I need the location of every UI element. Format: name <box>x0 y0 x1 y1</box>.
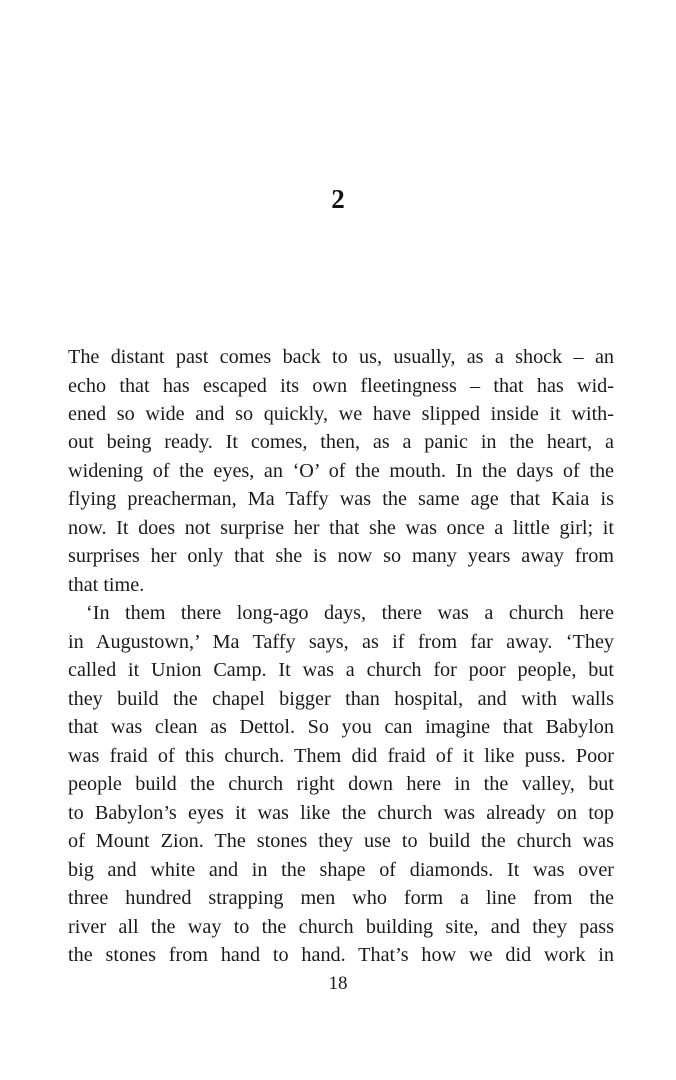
text-line: now. It does not surprise her that she was once a little girl; it <box>68 516 614 539</box>
text-line: flying preacherman, Ma Taffy was the same age that Kaia is <box>68 488 614 511</box>
text-line: surprises her only that she is now so many years away from <box>68 545 614 568</box>
text-line: The distant past comes back to us, usually, as a shock – an <box>68 346 614 368</box>
text-line: echo that has escaped its own fleetingness – that has wid- <box>68 374 614 397</box>
text-line: that was clean as Dettol. So you can imagine that Babylon <box>68 716 614 739</box>
text-line: river all the way to the church building site, and they pass <box>68 915 614 938</box>
text-line: the stones from hand to hand. That’s how we did work in <box>68 944 614 967</box>
text-line: big and white and in the shape of diamonds. It was over <box>68 858 614 881</box>
text-line: people build the church right down here in the valley, but <box>68 773 614 796</box>
text-line: three hundred strapping men who form a line from the <box>68 887 614 910</box>
text-line: out being ready. It comes, then, as a panic in the heart, a <box>68 431 614 454</box>
text-line: ened so wide and so quickly, we have slipped inside it with- <box>68 403 614 425</box>
text-line: was fraid of this church. Them did fraid of it like puss. Poor <box>68 744 614 767</box>
text-line: that time. <box>68 573 145 596</box>
text-line: widening of the eyes, an ‘O’ of the mouth. In the days of the <box>68 459 614 482</box>
page-number: 18 <box>328 973 348 994</box>
text-line: in Augustown,’ Ma Taffy says, as if from far away. ‘They <box>68 630 614 653</box>
text-line: to Babylon’s eyes it was like the church was already on top <box>68 801 614 824</box>
text-line: ‘In them there long-ago days, there was a church here <box>86 602 614 625</box>
text-line: of Mount Zion. The stones they use to build the church was <box>68 830 614 853</box>
text-line: called it Union Camp. It was a church for poor people, but <box>68 659 614 682</box>
chapter-number: 2 <box>331 184 345 214</box>
text-line: they build the chapel bigger than hospital, and with walls <box>68 687 614 710</box>
